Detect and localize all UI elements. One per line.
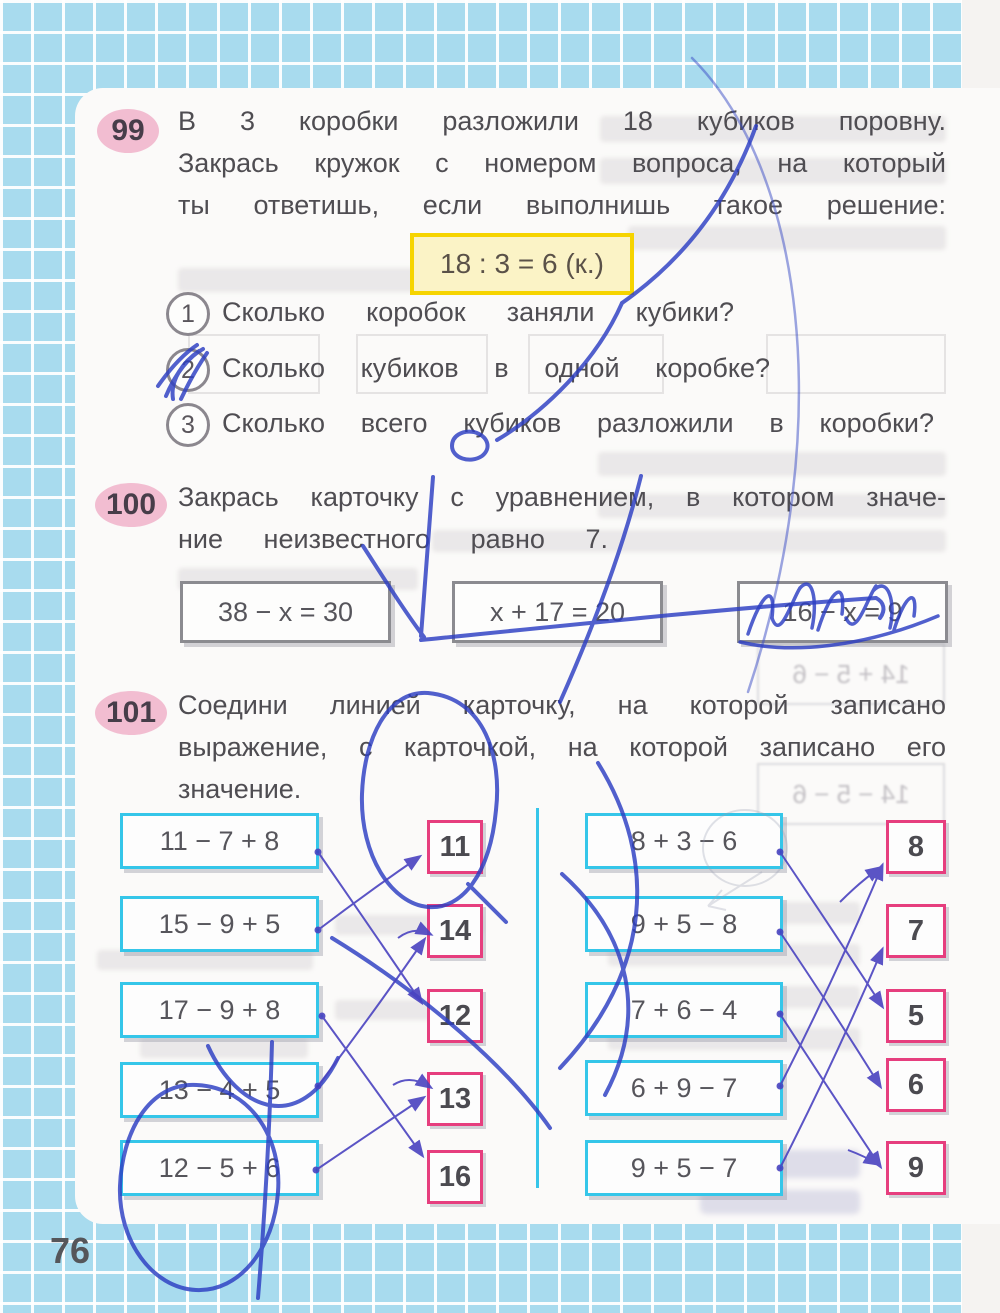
task101-line: Соедини линией карточку, на которой записано [178,690,946,720]
answer-box: 5 [886,989,946,1043]
task101-line: значение. [178,774,302,804]
task100-badge: 100 [95,483,167,527]
ghost-text-bar [598,452,946,476]
ghost-text-bar [97,950,313,970]
answer-box: 11 [427,820,483,874]
expression-card: 12 − 5 + 6 [120,1140,319,1196]
question-text-3: Сколько всего кубиков разложили в коробки? [222,408,934,438]
question-text-2: Сколько кубиков в одной коробке? [222,353,770,383]
answer-box: 16 [427,1150,483,1204]
expression-card: 13 − 4 + 5 [120,1062,319,1118]
expression-card: 11 − 7 + 8 [120,813,319,869]
task99-badge: 99 [97,109,159,153]
task100-line: Закрась карточку с уравнением, в котором значе- [178,482,946,512]
expression-card: 8 + 3 − 6 [585,813,783,869]
ghost-text-bar [140,1038,308,1058]
solution-highlight: 18 : 3 = 6 (к.) [410,233,634,295]
expression-card: 6 + 9 − 7 [585,1060,783,1116]
question-circle-2: 2 [166,348,210,392]
answer-box: 13 [427,1072,483,1126]
answer-box: 14 [427,904,483,958]
expression-card: 17 − 9 + 8 [120,982,319,1038]
question-circle-3: 3 [166,403,210,447]
task99-line: ты ответишь, если выполнишь такое решение: [178,190,946,220]
question-text-1: Сколько коробок заняли кубики? [222,297,734,327]
equation-card: 38 − x = 30 [180,581,391,643]
ghost-expression-card: 14 − 5 − 6 [757,763,945,825]
task101-badge: 101 [95,691,167,735]
task99-line: В 3 коробки разложили 18 кубиков поровну. [178,106,946,136]
page-number: 76 [50,1230,91,1271]
question-circle-1: 1 [166,292,210,336]
answer-box: 7 [886,904,946,958]
task101-line: выражение, с карточкой, на которой записано его [178,732,946,762]
expression-card: 15 − 9 + 5 [120,896,319,952]
expression-card: 9 + 5 − 7 [585,1140,783,1196]
answer-box: 6 [886,1058,946,1112]
expression-card: 9 + 5 − 8 [585,896,783,952]
ghost-expression-card: 14 + 5 − 6 [757,643,945,705]
column-divider [536,808,539,1188]
equation-card: x + 17 = 20 [452,581,663,643]
equation-card-scribbled: 16 − x = 9 [737,581,948,643]
task100-line: ние неизвестного равно 7. [178,524,608,554]
task99-line: Закрась кружок с номером вопроса, на который [178,148,946,178]
answer-box: 9 [886,1141,946,1195]
expression-card: 7 + 6 − 4 [585,982,783,1038]
answer-box: 8 [886,820,946,874]
answer-box: 12 [427,989,483,1043]
ghost-card-outline [766,334,946,394]
ghost-text-bar [628,226,946,250]
